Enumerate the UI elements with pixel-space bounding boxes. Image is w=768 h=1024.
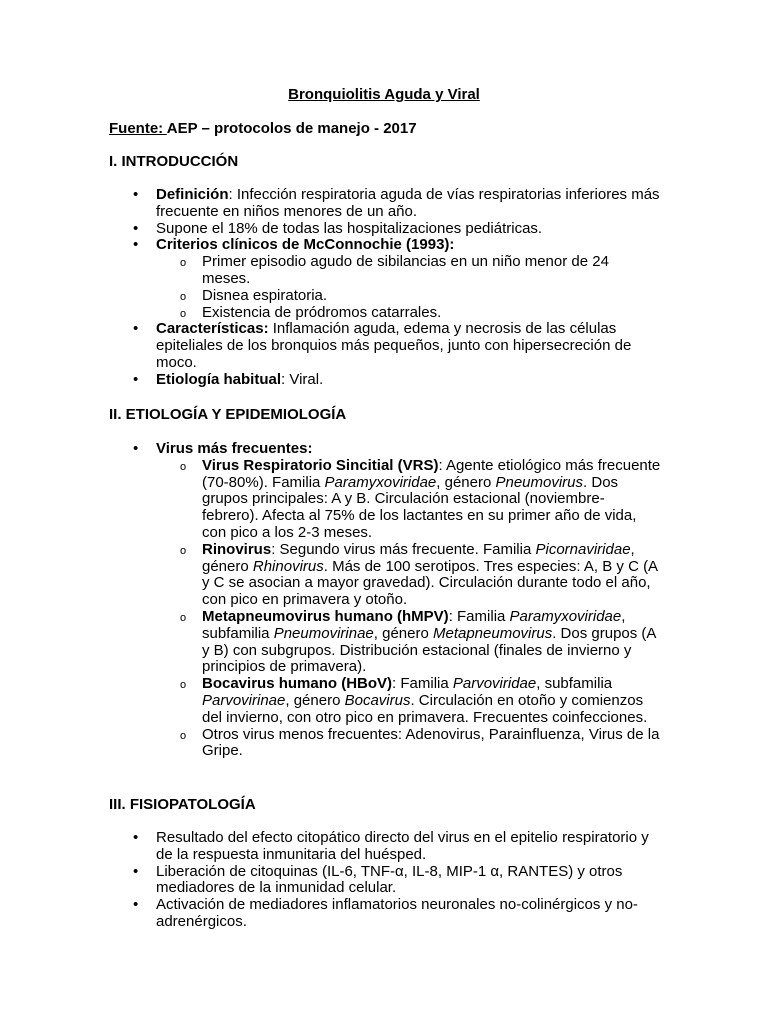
text-segment: Paramyxoviridae <box>324 473 437 491</box>
bullet-item <box>156 372 661 389</box>
sub-bullet-item <box>156 305 661 322</box>
text-segment: . Dos grupos (A y B) con subgrupos. Distribución estacional (finales de invierno y principios de primavera). <box>202 624 656 676</box>
source-text: AEP – protocolos de manejo - 2017 <box>166 120 417 137</box>
sub-bullet-item <box>156 458 661 542</box>
text-segment: Inflamación aguda, edema y necrosis de las células epiteliales de los bronquios más pequeños, junto con hipersecreción de moco. <box>156 320 632 371</box>
text-segment: Bocavirus <box>344 691 411 709</box>
bullet-item <box>156 830 661 864</box>
text-segment: Definición <box>156 186 229 203</box>
sub-bullet-item <box>156 609 661 676</box>
source-label: Fuente: <box>109 120 167 137</box>
text-segment: : Segundo virus más frecuente. Familia <box>271 540 536 558</box>
sub-bullet-item <box>156 288 661 305</box>
sub-list <box>156 458 661 760</box>
text-segment: Características: <box>156 320 269 338</box>
text-segment: Disnea espiratoria. <box>202 286 328 304</box>
text-segment: . Más de 100 serotipos. Tres especies: A, B y C (A y C se asocian a mayor gravedad). Circulación durante todo el año, con pico en primavera y otoño. <box>202 557 658 609</box>
text-segment: : Familia <box>392 675 453 693</box>
text-segment: Criterios clínicos de McConnochie (1993): <box>156 236 455 254</box>
bullet-item <box>156 221 661 238</box>
document-source <box>109 120 417 138</box>
text-segment: , subfamilia <box>202 607 626 642</box>
sub-bullet-item <box>156 727 661 761</box>
text-segment: Virus Respiratorio Sincitial (VRS) <box>202 456 439 474</box>
text-segment: Rinovirus <box>202 540 272 558</box>
text-segment: Parvoviridae <box>452 675 537 693</box>
sub-bullet-item <box>156 676 661 726</box>
text-segment: , género <box>373 624 433 642</box>
text-segment: Supone el 18% de todas las hospitalizaciones pediátricas. <box>156 219 543 237</box>
bullet-item <box>156 441 661 760</box>
bullet-item <box>156 187 661 221</box>
text-segment: . Dos grupos principales: A y B. Circulación estacional (noviembre-febrero). Afecta al 75% de los lactantes en su primer año de vida, con pico a los 2-3 meses. <box>202 473 637 541</box>
sub-bullet-item <box>156 254 661 288</box>
sub-bullet-item <box>156 542 661 609</box>
text-segment: : Viral. <box>281 370 324 388</box>
section-heading-etiologia: II. ETIOLOGÍA Y EPIDEMIOLOGÍA <box>109 406 347 423</box>
text-segment: Pneumovirinae <box>273 624 374 642</box>
text-segment: , género <box>285 691 345 709</box>
text-segment: Rhinovirus <box>252 557 324 575</box>
section-list-etiologia <box>156 441 661 760</box>
sub-list <box>156 254 661 321</box>
text-segment: : Familia <box>448 607 510 625</box>
bullet-item <box>156 237 661 321</box>
text-segment: Liberación de citoquinas (IL-6, TNF-α, IL-8, MIP-1 α, RANTES) y otros mediadores de la inmunidad celular. <box>156 862 623 897</box>
section-list-introduccion <box>156 187 661 389</box>
text-segment: , subfamilia <box>536 675 613 693</box>
text-segment: Pneumovirus <box>495 473 584 491</box>
text-segment: , género <box>436 473 496 491</box>
text-segment: Parvovirinae <box>202 691 286 709</box>
text-segment: Resultado del efecto citopático directo del virus en el epitelio respiratorio y de la respuesta inmunitaria del huésped. <box>156 829 649 863</box>
text-segment: Etiología habitual <box>156 370 282 388</box>
section-heading-introduccion: I. INTRODUCCIÓN <box>109 153 239 170</box>
text-segment: Bocavirus humano (HBoV) <box>202 675 393 693</box>
text-segment: : Infección respiratoria aguda de vías respiratorias inferiores más frecuente en niños menores de un año. <box>156 186 660 220</box>
bullet-item <box>156 864 661 898</box>
text-segment: . Circulación en otoño y comienzos del invierno, con otro pico en primavera. Frecuentes coinfecciones. <box>202 691 648 726</box>
text-segment: Otros virus menos frecuentes: Adenovirus, Parainfluenza, Virus de la Gripe. <box>202 725 660 760</box>
text-segment: Metapneumovirus <box>432 624 553 642</box>
text-segment: Activación de mediadores inflamatorios neuronales no-colinérgicos y no-adrenérgicos. <box>156 896 638 930</box>
text-segment: : Agente etiológico más frecuente (70-80%). Familia <box>202 456 661 491</box>
text-segment: , género <box>202 540 635 575</box>
document-title: Bronquiolitis Aguda y Viral <box>288 86 480 103</box>
text-segment: Paramyxoviridae <box>509 607 622 625</box>
text-segment: Existencia de pródromos catarrales. <box>202 303 442 321</box>
text-segment: Primer episodio agudo de sibilancias en un niño menor de 24 meses. <box>202 253 609 287</box>
text-segment: Picornaviridae <box>535 540 631 558</box>
section-heading-fisiopatologia: III. FISIOPATOLOGÍA <box>109 796 256 813</box>
bullet-item <box>156 897 661 931</box>
section-list-fisiopatologia <box>156 830 661 931</box>
text-segment: Virus más frecuentes: <box>156 440 313 457</box>
bullet-item <box>156 321 661 371</box>
text-segment: Metapneumovirus humano (hMPV) <box>202 607 449 625</box>
